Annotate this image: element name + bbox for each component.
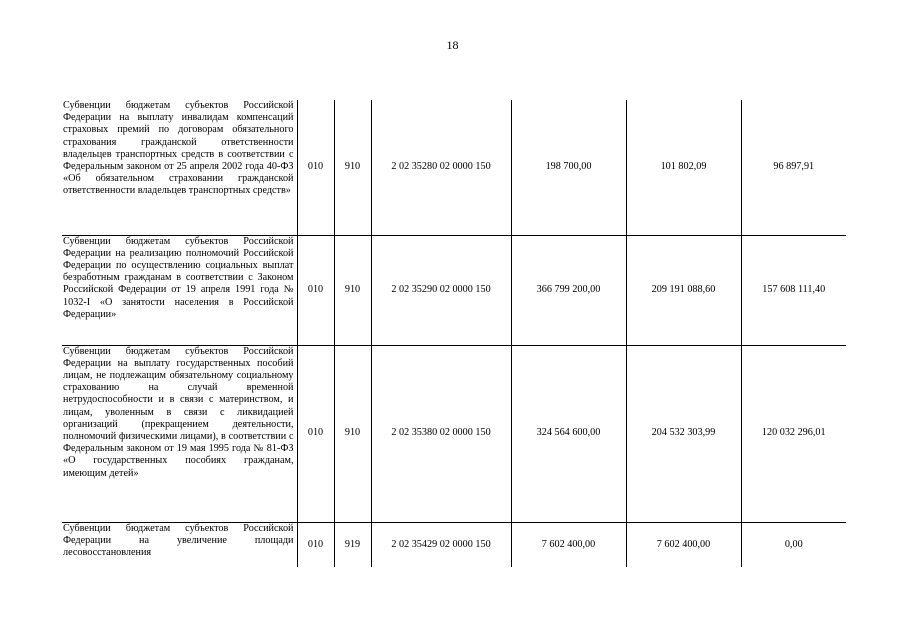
row-code-2: 910 — [334, 100, 371, 235]
row-plan: 7 602 400,00 — [511, 522, 626, 567]
row-code-1: 010 — [297, 100, 334, 235]
row-remaining: 96 897,91 — [741, 100, 846, 235]
row-executed: 101 802,09 — [626, 100, 741, 235]
row-executed: 204 532 303,99 — [626, 345, 741, 522]
row-kbk: 2 02 35429 02 0000 150 — [371, 522, 511, 567]
row-remaining: 157 608 111,40 — [741, 235, 846, 345]
row-remaining: 0,00 — [741, 522, 846, 567]
row-description: Субвенции бюджетам субъектов Российской Федерации на реализацию полномочий Российской Федерации по осуществлению социальных выплат безработным гражданам в соответствии с Законом Российской Федерации от 19 апреля 1991 года № 1032-I «О занятости населения в Российской Федерации» — [62, 235, 297, 345]
row-kbk: 2 02 35280 02 0000 150 — [371, 100, 511, 235]
row-code-1: 010 — [297, 522, 334, 567]
budget-table — [62, 100, 846, 567]
row-code-2: 910 — [334, 235, 371, 345]
row-kbk: 2 02 35380 02 0000 150 — [371, 345, 511, 522]
row-description: Субвенции бюджетам субъектов Российской Федерации на выплату государственных пособий лицам, не подлежащим обязательному социальному страхованию на случай временной нетрудоспособности и в связи с материнством, и лицам, уволенным в связи с ликвидацией организаций (прекращением деятельности, полномочий физическими лицами), в соответствии с Федеральным законом от 19 мая 1995 года № 81-ФЗ «О государственных пособиях гражданам, имеющим детей» — [62, 345, 297, 522]
row-code-1: 010 — [297, 235, 334, 345]
row-executed: 7 602 400,00 — [626, 522, 741, 567]
row-code-2: 919 — [334, 522, 371, 567]
row-plan: 366 799 200,00 — [511, 235, 626, 345]
row-plan: 324 564 600,00 — [511, 345, 626, 522]
table-row — [62, 522, 846, 567]
row-kbk: 2 02 35290 02 0000 150 — [371, 235, 511, 345]
row-remaining: 120 032 296,01 — [741, 345, 846, 522]
page-number: 18 — [446, 38, 459, 52]
row-description: Субвенции бюджетам субъектов Российской Федерации на выплату инвалидам компенсаций страховых премий по договорам обязательного страхования гражданской ответственности владельцев транспортных средств в соответствии с Федеральным законом от 25 апреля 2002 года 40-ФЗ «Об обязательном страховании гражданской ответственности владельцев транспортных средств» — [62, 100, 297, 235]
row-executed: 209 191 088,60 — [626, 235, 741, 345]
table-row — [62, 345, 846, 522]
row-code-1: 010 — [297, 345, 334, 522]
table-row — [62, 235, 846, 345]
row-code-2: 910 — [334, 345, 371, 522]
table-row — [62, 100, 846, 235]
row-plan: 198 700,00 — [511, 100, 626, 235]
row-description: Субвенции бюджетам субъектов Российской Федерации на увеличение площади лесовосстановления — [62, 522, 297, 567]
